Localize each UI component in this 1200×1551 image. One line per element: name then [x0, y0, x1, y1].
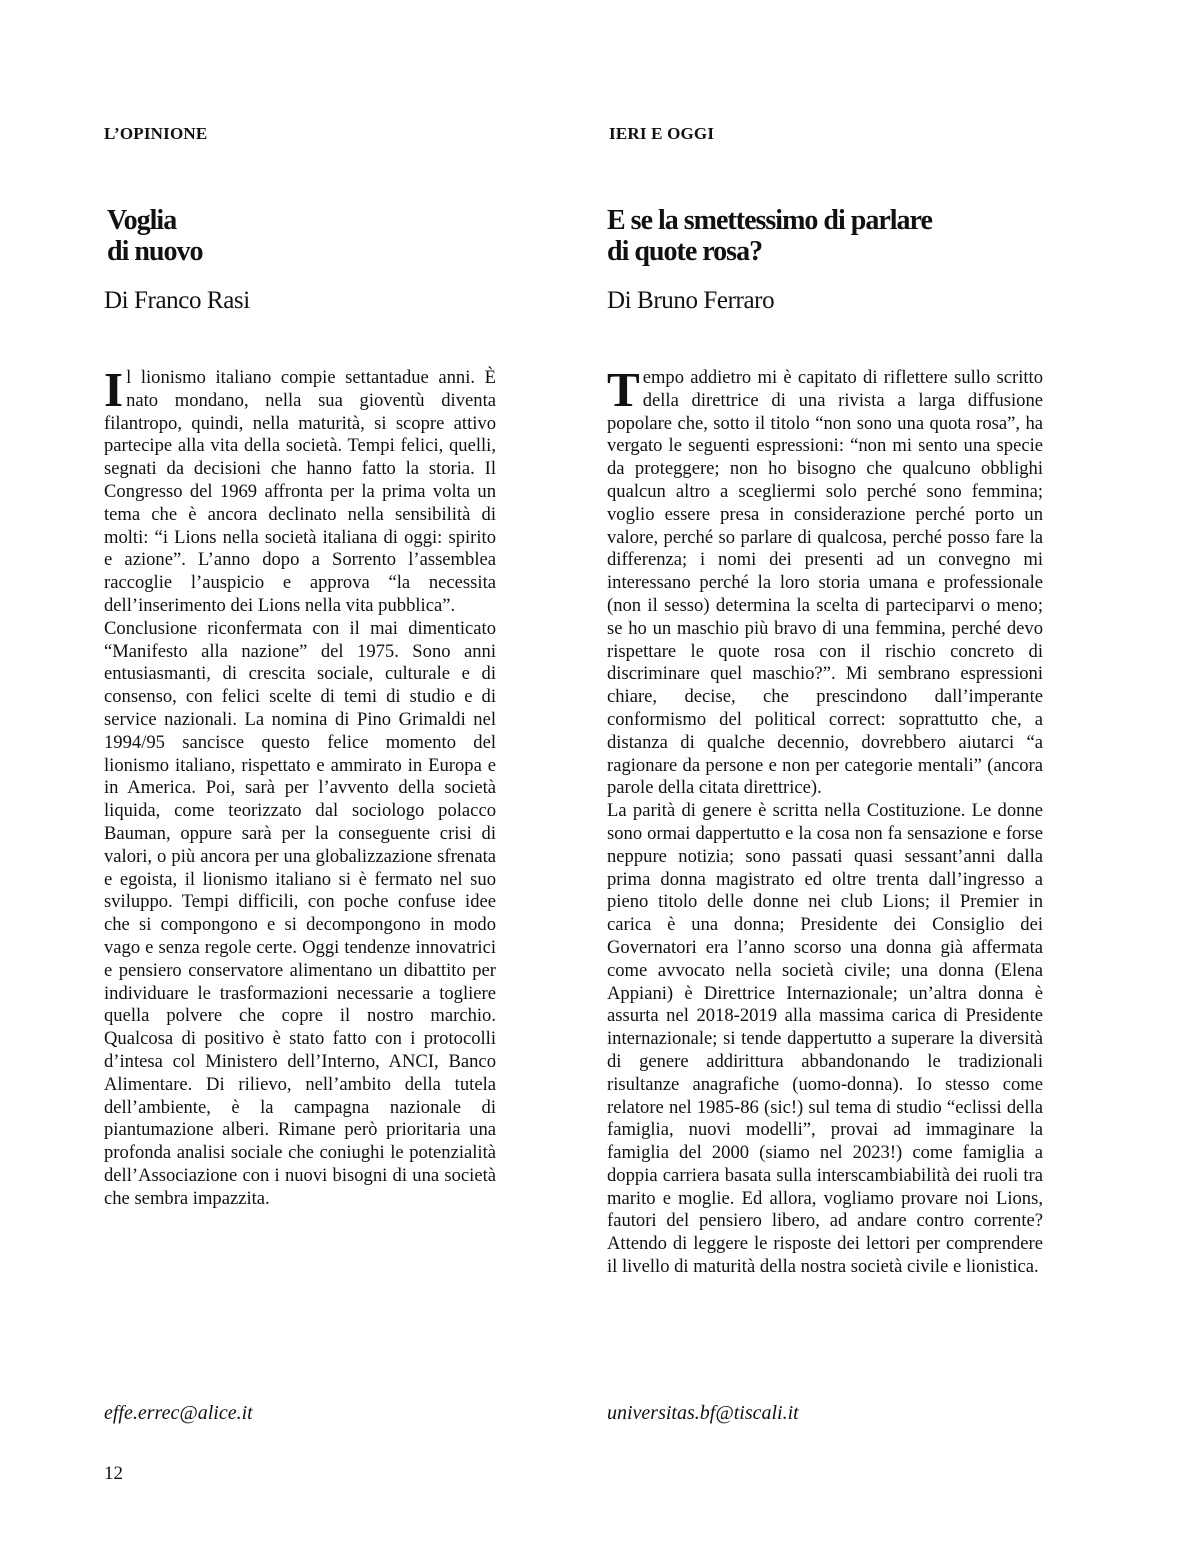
- section-label: L’OPINIONE: [104, 124, 208, 143]
- article-paragraph: Conclusione riconfermata con il mai dimenticato “Manifesto alla nazione” del 1975. Sono anni entusiasmanti, di crescita sociale, culturale e di consenso, con felici scelte di temi di studio e di service nazionali. La nomina di Pino Grimaldi nel 1994/95 sancisce questo felice momento del lionismo italiano, rispettato e ammirato in Europa e in America. Poi, sarà per l’avvento della società liquida, come teorizzato dal sociologo polacco Bauman, oppure sarà per la conseguente crisi di valori, o più ancora per una globalizzazione sfrenata e egoista, il lionismo italiano si è fermato nel suo sviluppo. Tempi difficili, con poche confuse idee che si compongono e si decompongono in modo vago e senza regole certe. Oggi tendenze innovatrici e pensiero conservatore alimentano un dibattito per individuare le trasformazioni necessarie a togliere quella polvere che copre il nostro marchio. Qualcosa di positivo è stato fatto con i protocolli d’intesa col Ministero dell’Interno, ANCI, Banco Alimentare. Di rilievo, nell’ambito della tutela dell’ambiente, è la campagna nazionale di piantumazione alberi. Rimane però prioritaria una profonda analisi sociale che coniughi le potenzialità dell’Associazione con i nuovi bisogni di una società che sembra impazzita.: [104, 617, 496, 1209]
- paragraph-text: empo addietro mi è capitato di riflettere sullo scritto della direttrice di una rivista a larga diffusione popolare che, sotto il titolo “non sono una quota rosa”, ha vergato le seguenti espressioni: “non mi sento una specie da proteggere; non ho bisogno che qualcuno obblighi qualcun altro a scegliermi solo perché sono femmina; voglio essere presa in considerazione perché porto un valore, perché so parlare di qualcosa, perché posso fare la differenza; i nomi dei presenti ad un convegno mi interessano perché la loro storia umana e professionale (non il sesso) determina la scelta di parteciparvi o meno; se ho un maschio più bravo di una femmina, perché devo rispettare le quote rosa con il rischio concreto di discriminare quel maschio?”. Mi sembrano espressioni chiare, decise, che prescindono dall’imperante conformismo del political correct: soprattutto che, a distanza di qualche decennio, dovrebbero aiutarci “a ragionare da persone e non per categorie mentali” (ancora parole della citata direttrice).: [607, 367, 1043, 799]
- article-title: Voglia di nuovo: [107, 205, 203, 267]
- article-title: E se la smettessimo di parlare di quote rosa?: [607, 205, 932, 267]
- article-body: [104, 362, 496, 1210]
- paragraph-text: l lionismo italiano compie settantadue anni. È nato mondano, nella sua gioventù diventa filantropo, quindi, nella maturità, si scopre attivo partecipe alla vita della società. Tempi felici, quelli, segnati da decisioni che hanno fatto la storia. Il Congresso del 1969 affronta per la prima volta un tema che è ancora declinato nella sensibilità di molti: “i Lions nella società italiana di oggi: spirito e azione”. L’anno dopo a Sorrento l’assemblea raccoglie l’auspicio e approva “la necessita dell’inserimento dei Lions nella vita pubblica”.: [104, 367, 496, 616]
- article-paragraph: La parità di genere è scritta nella Costituzione. Le donne sono ormai dappertutto e la cosa non fa sensazione e forse neppure notizia; sono passati quasi sessant’anni dalla prima donna magistrato ed oltre trenta dall’ingresso a pieno titolo delle donne nei club Lions; il Premier in carica è una donna; Presidente dei Consiglio dei Governatori era l’anno scorso una donna già affermata come avvocato nella società civile; una donna (Elena Appiani) è Direttrice Internazionale; un’altra donna è assurta nel 2018-2019 alla massima carica di Presidente internazionale; si tende dappertutto a superare la diversità di genere addirittura abbandonando le tradizionali risultanze anagrafiche (uomo-donna). Io stesso come relatore nel 1985-86 (sic!) sul tema di studio “eclissi della famiglia, nuovi modelli”, provai ad immaginare la famiglia del 2000 (siamo nel 2023!) come famiglia a doppia carriera basata sulla interscambiabilità dei ruoli tra marito e moglie. Ed allora, vogliamo provare noi Lions, fautori del pensiero libero, ad andare contro corrente? Attendo di leggere le risposte dei lettori per comprendere il livello di maturità della nostra società civile e lionistica.: [607, 800, 1043, 1278]
- article-body: [607, 362, 1043, 1279]
- drop-cap: I: [104, 362, 124, 417]
- author-email: universitas.bf@tiscali.it: [607, 1402, 799, 1424]
- author-email: effe.errec@alice.it: [104, 1402, 253, 1424]
- drop-cap: T: [607, 362, 640, 417]
- article-byline: Di Bruno Ferraro: [607, 287, 775, 314]
- article-byline: Di Franco Rasi: [104, 287, 250, 314]
- section-label: IERI E OGGI: [609, 124, 715, 143]
- article-paragraph: [607, 362, 1043, 800]
- page-number: 12: [104, 1463, 123, 1484]
- article-paragraph: [104, 362, 496, 618]
